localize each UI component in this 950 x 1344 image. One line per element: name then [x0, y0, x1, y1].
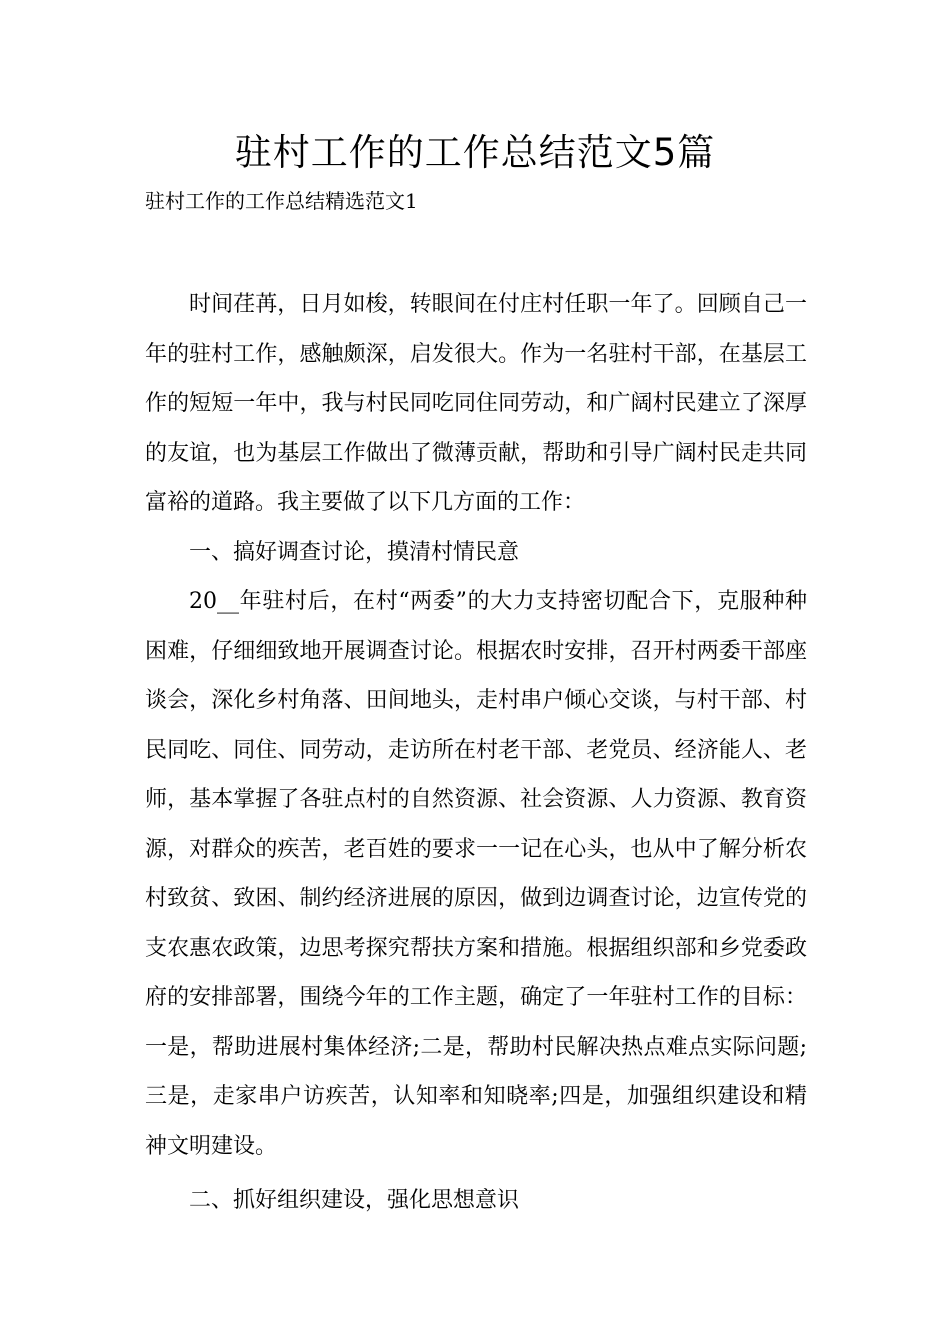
- document-subtitle: 驻村工作的工作总结精选范文1: [145, 189, 418, 213]
- paragraph-survey: 20__年驻村后，在村“两委”的大力支持密切配合下，克服种种困难，仔细细致地开展调查讨论。根据农时安排，召开村两委干部座谈会，深化乡村角落、田间地头，走村串户倾心交谈，与村干部、村民同吃、同住、同劳动，走访所在村老干部、老党员、经济能人、老师，基本掌握了各驻点村的自然资源、社会资源、人力资源、教育资源，对群众的疾苦，老百姓的要求一一记在心头，也从中了解分析农村致贫、致困、制约经济进展的原因，做到边调查讨论，边宣传党的支农惠农政策，边思考探究帮扶方案和措施。根据组织部和乡党委政府的安排部署，围绕今年的工作主题，确定了一年驻村工作的目标：一是，帮助进展村集体经济;二是，帮助村民解决热点难点实际问题;三是，走家串户访疾苦，认知率和知晓率;四是，加强组织建设和精神文明建设。: [145, 589, 807, 1159]
- paragraph-intro: 时间荏苒，日月如梭，转眼间在付庄村任职一年了。回顾自己一年的驻村工作，感触颇深，启发很大。作为一名驻村干部，在基层工作的短短一年中，我与村民同吃同住同劳动，和广阔村民建立了深厚的友谊，也为基层工作做出了微薄贡献，帮助和引导广阔村民走共同富裕的道路。我主要做了以下几方面的工作：: [145, 292, 807, 515]
- section-heading-2: 二、抓好组织建设，强化思想意识: [189, 1188, 520, 1213]
- document-title: 驻村工作的工作总结范文5篇: [234, 131, 716, 174]
- document-body: [145, 280, 807, 1226]
- section-heading-1: 一、搞好调查讨论，摸清村情民意: [189, 539, 520, 565]
